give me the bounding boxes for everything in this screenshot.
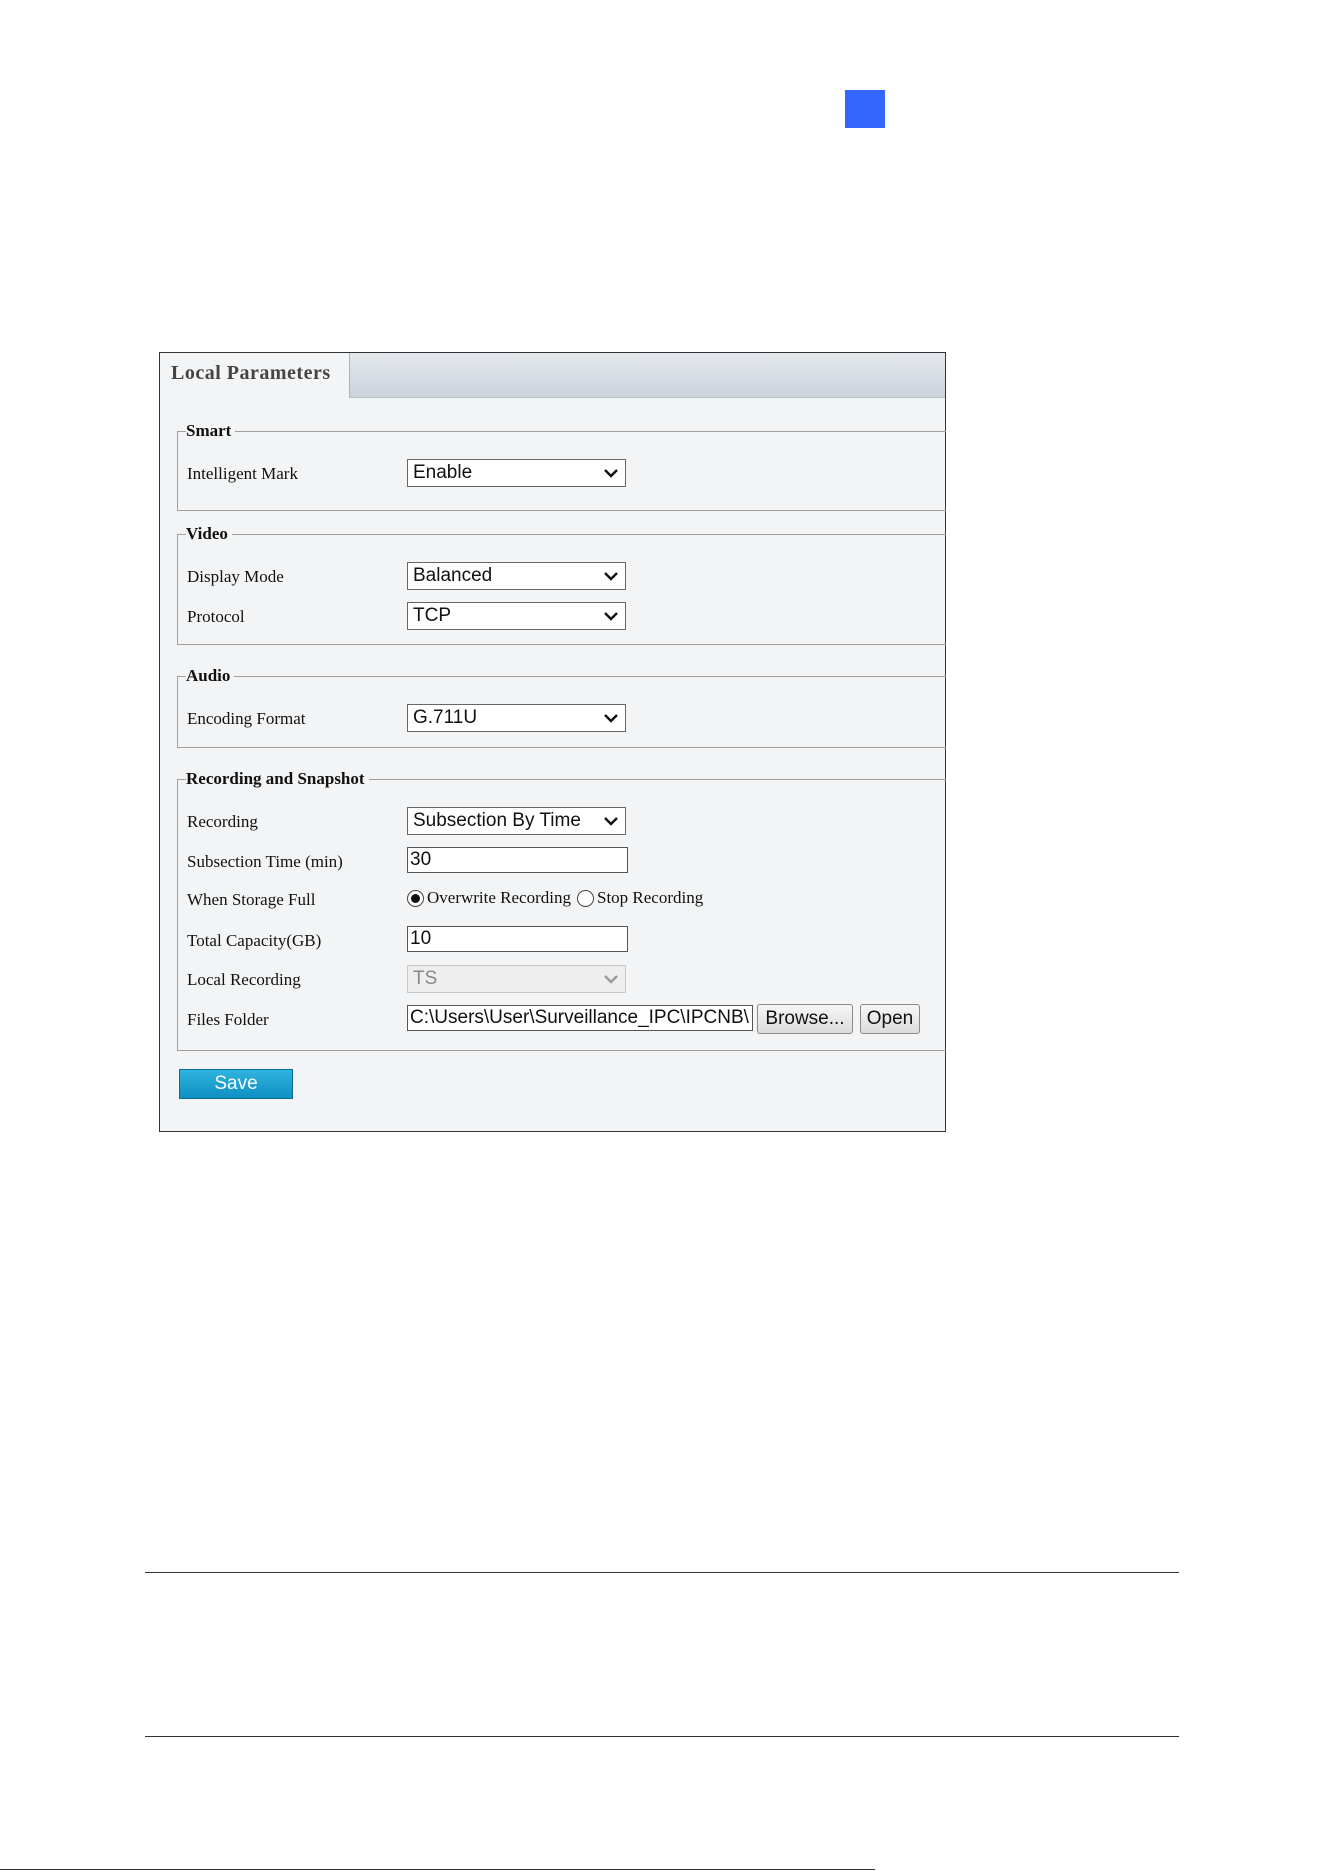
chapter-marker <box>845 90 885 128</box>
section-audio-legend: Audio <box>186 665 234 687</box>
row-display-mode <box>187 561 946 591</box>
row-protocol <box>187 601 946 631</box>
row-intelligent-mark <box>187 458 946 488</box>
intelligent-mark-label: Intelligent Mark <box>187 464 298 483</box>
chevron-down-icon <box>603 609 619 623</box>
section-smart <box>177 421 946 511</box>
local-recording-select <box>407 965 626 993</box>
radio-unchecked-icon[interactable] <box>577 890 594 907</box>
subsection-time-input[interactable]: 30 <box>407 847 628 873</box>
section-video <box>177 524 946 645</box>
row-subsection-time <box>187 846 946 876</box>
chevron-down-icon <box>603 814 619 828</box>
chevron-down-icon <box>603 569 619 583</box>
section-recording-legend: Recording and Snapshot <box>186 768 369 790</box>
browse-button[interactable]: Browse... <box>757 1004 853 1034</box>
encoding-format-select[interactable] <box>407 704 626 732</box>
recording-value: Subsection By Time <box>413 810 581 831</box>
section-recording-snapshot <box>177 769 946 1051</box>
recording-label: Recording <box>187 812 258 831</box>
row-total-capacity <box>187 925 946 955</box>
section-video-legend: Video <box>186 523 232 545</box>
radio-checked-icon[interactable] <box>407 890 424 907</box>
files-folder-label: Files Folder <box>187 1010 269 1029</box>
page-divider-top <box>145 1572 1179 1573</box>
protocol-select[interactable] <box>407 602 626 630</box>
recording-select[interactable] <box>407 807 626 835</box>
local-recording-value: TS <box>413 968 438 989</box>
stop-recording-option[interactable]: Stop Recording <box>596 888 704 908</box>
row-recording <box>187 806 946 836</box>
row-encoding-format <box>187 703 946 733</box>
row-files-folder <box>187 1004 946 1034</box>
total-capacity-input[interactable]: 10 <box>407 926 628 952</box>
row-storage-full <box>187 884 946 914</box>
section-smart-legend: Smart <box>186 420 235 442</box>
encoding-format-label: Encoding Format <box>187 709 306 728</box>
encoding-format-value: G.711U <box>413 707 478 728</box>
intelligent-mark-value: Enable <box>413 462 473 483</box>
chevron-down-icon <box>603 972 619 986</box>
open-button[interactable]: Open <box>860 1004 920 1034</box>
tab-local-parameters[interactable]: Local Parameters <box>160 353 350 398</box>
display-mode-label: Display Mode <box>187 567 284 586</box>
save-button[interactable]: Save <box>179 1069 293 1099</box>
display-mode-select[interactable] <box>407 562 626 590</box>
storage-full-radio-group <box>407 887 709 908</box>
overwrite-recording-option[interactable]: Overwrite Recording <box>427 888 571 908</box>
protocol-label: Protocol <box>187 607 245 626</box>
local-parameters-panel <box>159 352 946 1132</box>
display-mode-value: Balanced <box>413 565 493 586</box>
footer-rule <box>0 1869 875 1870</box>
row-local-recording <box>187 964 946 994</box>
chevron-down-icon <box>603 466 619 480</box>
files-folder-input[interactable]: C:\Users\User\Surveillance_IPC\IPCNB\ <box>407 1005 753 1031</box>
total-capacity-label: Total Capacity(GB) <box>187 931 322 950</box>
chevron-down-icon <box>603 711 619 725</box>
intelligent-mark-select[interactable] <box>407 459 626 487</box>
protocol-value: TCP <box>413 605 451 626</box>
local-recording-label: Local Recording <box>187 970 301 989</box>
section-audio <box>177 666 946 748</box>
subsection-time-label: Subsection Time (min) <box>187 852 343 871</box>
storage-full-label: When Storage Full <box>187 890 316 909</box>
page-divider-bottom <box>145 1736 1179 1737</box>
